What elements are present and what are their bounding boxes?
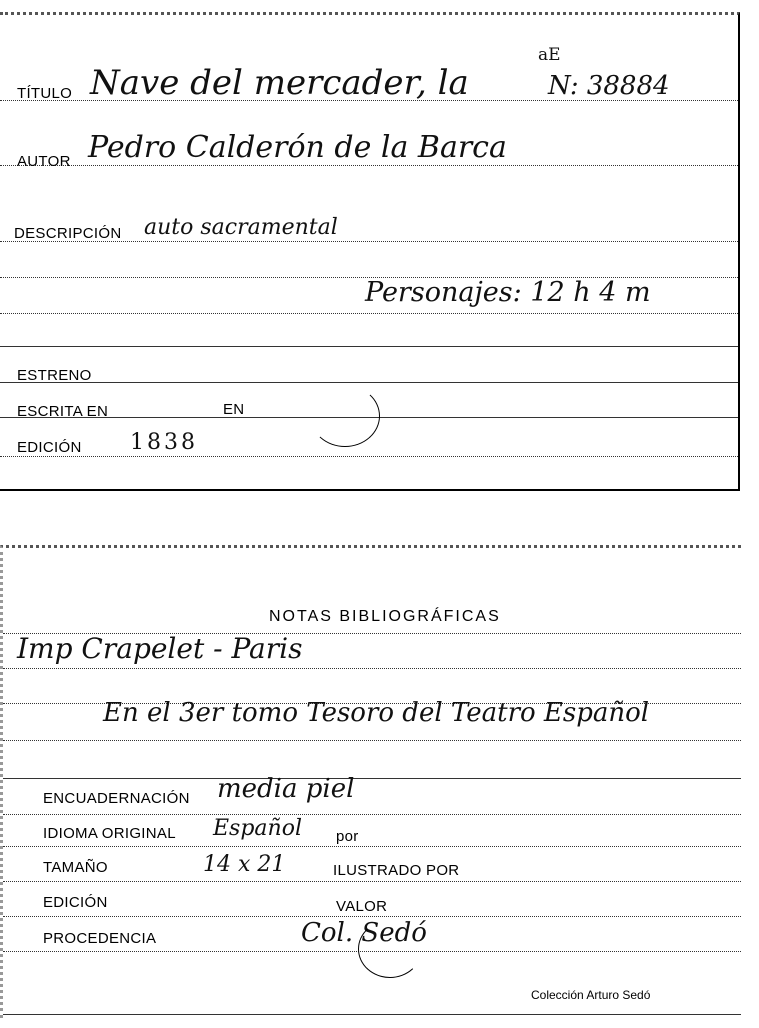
rule-line: [3, 916, 741, 917]
note-line-2: En el 3er tomo Tesoro del Teatro Español: [103, 698, 650, 728]
stamp-mark: [358, 920, 422, 978]
rule-line: [3, 814, 741, 815]
por-label: por: [336, 828, 359, 845]
valor-label: VALOR: [336, 898, 388, 915]
coleccion-label: Colección Arturo Sedó: [531, 988, 651, 1002]
stamp-mark: [310, 385, 380, 447]
rule-line: [0, 456, 738, 457]
ae-mark: aE: [538, 45, 561, 65]
escrita-label: ESCRITA EN: [17, 403, 109, 420]
titulo-label: TÍTULO: [17, 85, 73, 102]
rule-line: [3, 740, 741, 741]
encuadernacion-value: media piel: [217, 774, 355, 804]
rule-line: [0, 313, 738, 314]
procedencia-label: PROCEDENCIA: [43, 930, 157, 947]
rule-line: [3, 668, 741, 669]
personajes-value: Personajes: 12 h 4 m: [365, 277, 651, 308]
estreno-label: ESTRENO: [17, 367, 92, 384]
edicion-value: 1838: [130, 430, 198, 455]
encuadernacion-label: ENCUADERNACIÓN: [43, 790, 190, 807]
edicion-label: EDICIÓN: [17, 439, 82, 456]
descripcion-value: auto sacramental: [144, 215, 338, 240]
tamano-value: 14 x 21: [203, 852, 286, 877]
autor-value: Pedro Calderón de la Barca: [88, 130, 507, 165]
ilustrado-label: ILUSTRADO POR: [333, 862, 460, 879]
rule-line: [3, 1014, 741, 1015]
titulo-value: Nave del mercader, la: [90, 63, 469, 103]
procedencia-value: Col. Sedó: [301, 918, 427, 948]
en-label: EN: [223, 401, 245, 418]
rule-line: [0, 165, 738, 166]
catalog-number: N: 38884: [548, 71, 670, 101]
notas-heading: NOTAS BIBLIOGRÁFICAS: [269, 608, 501, 625]
rule-line: [0, 346, 738, 347]
descripcion-label: DESCRIPCIÓN: [14, 225, 122, 242]
rule-line: [0, 382, 738, 383]
catalog-card-bottom: [0, 545, 741, 1018]
tamano-label: TAMAÑO: [43, 859, 108, 876]
idioma-label: IDIOMA ORIGINAL: [43, 825, 176, 842]
edicion2-label: EDICIÓN: [43, 894, 108, 911]
rule-line: [3, 881, 741, 882]
note-line-1: Imp Crapelet - Paris: [17, 632, 303, 665]
idioma-value: Español: [213, 816, 302, 841]
rule-line: [3, 778, 741, 779]
autor-label: AUTOR: [17, 153, 71, 170]
rule-line: [3, 846, 741, 847]
catalog-card-top: [0, 12, 740, 491]
